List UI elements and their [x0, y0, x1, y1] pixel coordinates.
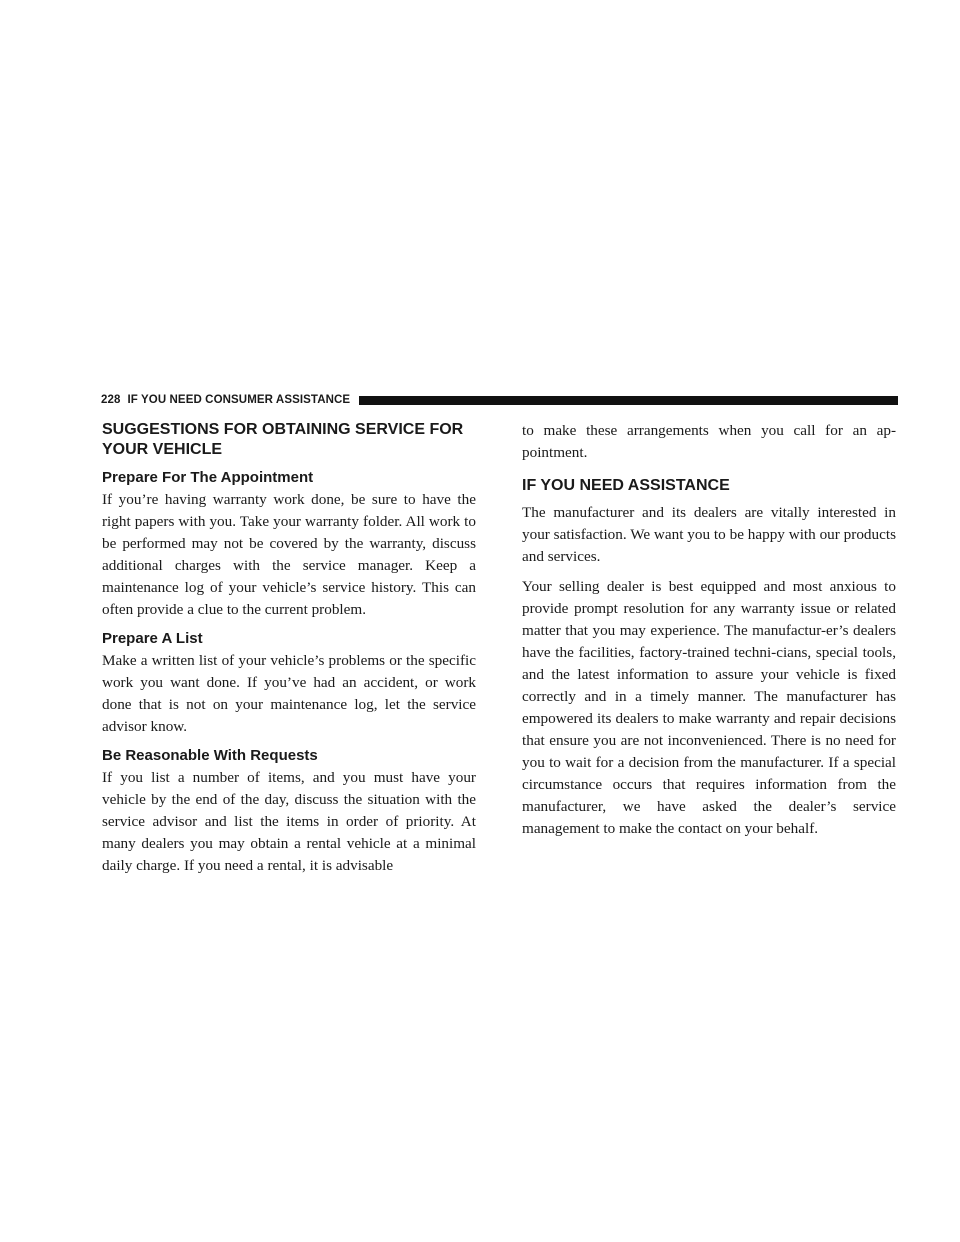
prepare-appointment-heading: Prepare For The Appointment: [102, 469, 314, 486]
assistance-paragraph-1: The manufacturer and its dealers are vitally interested in your satisfaction. We want you to be happy with our products and services.: [522, 504, 896, 565]
section-title: IF YOU NEED CONSUMER ASSISTANCE: [127, 394, 351, 406]
prepare-list-text: Make a written list of your vehicle’s problems or the specific work you want done. If you’ve had an accident, or work done that is not on your maintenance log, let the service advisor know.: [102, 652, 476, 735]
assistance-paragraph-2: Your selling dealer is best equipped and most anxious to provide prompt resolution for any warranty issue or related matter that you may experience. The manufactur-er’s dealers have the facilities, factory-trained techni-cians, special tools, and the latest information to assure your vehicle is fixed correctly and in a timely manner. The manufacturer has empowered its dealers to make warranty and repair decisions that ensure you are not inconvenienced. There is no need for you to wait for a decision from the manufacturer. If a special circumstance occurs that requires information from the manufacturer, we have asked the dealer’s service management to make the contact on your behalf.: [522, 578, 896, 837]
continuation-text: to make these arrangements when you call for an ap-pointment.: [522, 422, 896, 461]
left-column: [102, 420, 476, 885]
page-number: 228: [101, 394, 121, 406]
suggestions-heading: SUGGESTIONS FOR OBTAINING SERVICE FOR YOUR VEHICLE: [102, 421, 464, 458]
prepare-appointment-text: If you’re having warranty work done, be sure to have the right papers with you. Take your warranty folder. All work to be performed may not be covered by the warranty, discuss additional charges with the service manager. Keep a maintenance log of your vehicle’s service history. This can often provide a clue to the current problem.: [102, 491, 476, 618]
reasonable-requests-heading: Be Reasonable With Requests: [102, 747, 318, 764]
header-rule: [359, 396, 898, 405]
assistance-heading: IF YOU NEED ASSISTANCE: [522, 477, 730, 494]
running-header: [101, 391, 898, 409]
reasonable-requests-text: If you list a number of items, and you must have your vehicle by the end of the day, discuss the situation with the service advisor and list the items in order of priority. At many dealers you may obtain a rental vehicle at a minimal daily charge. If you need a rental, it is advisable: [102, 769, 476, 874]
prepare-list-heading: Prepare A List: [102, 630, 203, 647]
right-column: [522, 420, 896, 848]
